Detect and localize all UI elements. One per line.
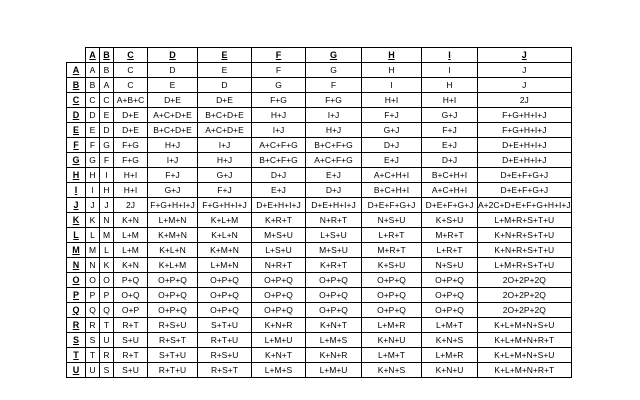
table-cell: B+C+F+G <box>306 138 362 153</box>
column-header-d: D <box>148 48 198 63</box>
table-cell: D+E+H+I+J <box>306 198 362 213</box>
table-cell: B <box>86 78 100 93</box>
table-cell: L+M <box>114 243 148 258</box>
table-cell: D+E+H+I+J <box>478 138 572 153</box>
table-cell: K+L+N <box>148 243 198 258</box>
column-header-a: A <box>86 48 100 63</box>
table-cell: F+G+H+I+J <box>478 123 572 138</box>
table-cell: L+M+N <box>148 213 198 228</box>
table-cell: B+C+H+I <box>362 183 422 198</box>
table-cell: M+R+T <box>422 228 478 243</box>
table-cell: O+P+Q <box>252 273 306 288</box>
table-row <box>67 138 572 153</box>
table-cell: L+M+T <box>362 348 422 363</box>
table-cell: A+2C+D+E+F+G+H+I+J <box>478 198 572 213</box>
table-cell: E <box>100 108 114 123</box>
table-cell: R <box>86 318 100 333</box>
table-cell: D <box>100 123 114 138</box>
table-cell: K+L+M <box>198 213 252 228</box>
row-header-a: A <box>67 63 86 78</box>
table-cell: E <box>198 63 252 78</box>
table-cell: N+R+T <box>306 213 362 228</box>
table-cell: E+J <box>252 183 306 198</box>
table-cell: K+N+R+S+T+U <box>478 228 572 243</box>
table-cell: S+U <box>114 333 148 348</box>
table-cell: L+M+U <box>252 333 306 348</box>
table-cell: M+S+U <box>252 228 306 243</box>
table-cell: L <box>86 228 100 243</box>
row-header-b: B <box>67 78 86 93</box>
table-cell: R+S+U <box>148 318 198 333</box>
table-cell: D+E+F+G+J <box>362 198 422 213</box>
table-cell: L+M+U <box>306 363 362 378</box>
table-cell: D <box>86 108 100 123</box>
table-row <box>67 213 572 228</box>
table-row <box>67 123 572 138</box>
table-cell: F+G+H+I+J <box>198 198 252 213</box>
table-row <box>67 93 572 108</box>
table-row <box>67 333 572 348</box>
table-cell: K <box>86 213 100 228</box>
table-cell: F <box>306 78 362 93</box>
row-header-d: D <box>67 108 86 123</box>
table-cell: K+M+N <box>148 228 198 243</box>
table-cell: O+P+Q <box>422 303 478 318</box>
table-cell: F+G <box>114 153 148 168</box>
table-cell: H+J <box>252 108 306 123</box>
row-header-p: P <box>67 288 86 303</box>
table-cell: O+P+Q <box>198 303 252 318</box>
table-cell: H+J <box>198 153 252 168</box>
table-cell: H <box>362 63 422 78</box>
table-cell: L+M+R+S+T+U <box>478 258 572 273</box>
table-cell: F+J <box>148 168 198 183</box>
table-cell: A+C+D+E <box>198 123 252 138</box>
table-cell: K+N+R <box>252 318 306 333</box>
table-cell: D+J <box>362 138 422 153</box>
table-cell: K <box>100 258 114 273</box>
row-header-q: Q <box>67 303 86 318</box>
table-cell: L+M <box>114 228 148 243</box>
table-cell: K+N+T <box>306 318 362 333</box>
table-cell: F+J <box>198 183 252 198</box>
table-cell: D+E+F+G+J <box>478 168 572 183</box>
table-row <box>67 63 572 78</box>
table-cell: L+R+T <box>422 243 478 258</box>
table-cell: A+C+F+G <box>306 153 362 168</box>
table-row <box>67 273 572 288</box>
table-cell: G+J <box>148 183 198 198</box>
table-cell: U <box>100 333 114 348</box>
table-cell: O+P+Q <box>198 288 252 303</box>
table-cell: I <box>100 168 114 183</box>
table-cell: D <box>198 78 252 93</box>
table-row <box>67 198 572 213</box>
table-cell: M+S+U <box>306 243 362 258</box>
table-cell: R+T+U <box>148 363 198 378</box>
table-cell: H+J <box>306 123 362 138</box>
column-header-b: B <box>100 48 114 63</box>
table-cell: K+R+T <box>252 213 306 228</box>
multiplication-table-sheet <box>66 47 572 378</box>
row-header-m: M <box>67 243 86 258</box>
table-cell: M <box>86 243 100 258</box>
table-cell: E+J <box>306 168 362 183</box>
table-cell: O+P+Q <box>148 288 198 303</box>
table-cell: O+P+Q <box>422 273 478 288</box>
table-cell: G <box>252 78 306 93</box>
table-cell: D+J <box>422 153 478 168</box>
table-cell: I+J <box>252 123 306 138</box>
table-row <box>67 303 572 318</box>
table-cell: K+R+T <box>306 258 362 273</box>
table-cell: K+N+S <box>422 333 478 348</box>
table-cell: L+R+T <box>362 228 422 243</box>
table-cell: L+M+N <box>198 258 252 273</box>
row-header-n: N <box>67 258 86 273</box>
table-cell: A+B+C <box>114 93 148 108</box>
table-row <box>67 363 572 378</box>
table-cell: K+L+N <box>198 228 252 243</box>
table-cell: O+P+Q <box>306 303 362 318</box>
table-cell: C <box>86 93 100 108</box>
table-cell: B+C+F+G <box>252 153 306 168</box>
table-cell: I+J <box>148 153 198 168</box>
table-cell: K+L+M+N+R+T <box>478 333 572 348</box>
row-header-t: T <box>67 348 86 363</box>
table-cell: K+M+N <box>198 243 252 258</box>
table-cell: O+P+Q <box>306 273 362 288</box>
table-cell: J <box>100 198 114 213</box>
row-header-c: C <box>67 93 86 108</box>
column-header-g: G <box>306 48 362 63</box>
column-header-e: E <box>198 48 252 63</box>
table-cell: K+N+R <box>306 348 362 363</box>
table-cell: D+J <box>306 183 362 198</box>
table-cell: F <box>100 153 114 168</box>
table-cell: F <box>252 63 306 78</box>
table-cell: J <box>86 198 100 213</box>
table-cell: C <box>114 78 148 93</box>
table-cell: T <box>100 318 114 333</box>
table-cell: E+J <box>362 153 422 168</box>
table-row <box>67 243 572 258</box>
table-cell: A+C+H+I <box>362 168 422 183</box>
table-cell: R <box>100 348 114 363</box>
table-cell: O <box>100 273 114 288</box>
table-cell: L+M+S <box>306 333 362 348</box>
table-cell: K+S+U <box>362 258 422 273</box>
table-cell: L+S+U <box>306 228 362 243</box>
table-cell: I <box>362 78 422 93</box>
table-cell: H+I <box>114 168 148 183</box>
table-cell: A+C+F+G <box>252 138 306 153</box>
table-cell: 2O+2P+2Q <box>478 303 572 318</box>
table-cell: G <box>100 138 114 153</box>
row-header-l: L <box>67 228 86 243</box>
table-cell: F+G+H+I+J <box>148 198 198 213</box>
table-cell: D+E+F+G+J <box>422 198 478 213</box>
table-cell: Q <box>86 303 100 318</box>
table-cell: M+R+T <box>362 243 422 258</box>
table-cell: K+L+M <box>148 258 198 273</box>
corner-cell <box>67 48 86 63</box>
table-cell: 2J <box>114 198 148 213</box>
table-cell: O+P+Q <box>306 288 362 303</box>
table-cell: A <box>100 78 114 93</box>
table-row <box>67 108 572 123</box>
column-header-c: C <box>114 48 148 63</box>
table-cell: H+J <box>148 138 198 153</box>
table-cell: G <box>86 153 100 168</box>
table-cell: K+N+U <box>362 333 422 348</box>
row-header-u: U <box>67 363 86 378</box>
row-header-r: R <box>67 318 86 333</box>
table-cell: F+G <box>252 93 306 108</box>
table-cell: N+S+U <box>422 258 478 273</box>
table-cell: N+R+T <box>252 258 306 273</box>
table-cell: N <box>100 213 114 228</box>
table-cell: K+L+M+N+S+U <box>478 318 572 333</box>
table-cell: L+S+U <box>252 243 306 258</box>
table-cell: O <box>86 273 100 288</box>
table-cell: O+P+Q <box>252 288 306 303</box>
table-cell: O+P+Q <box>362 303 422 318</box>
column-header-h: H <box>362 48 422 63</box>
table-cell: U <box>86 363 100 378</box>
table-cell: R+S+T <box>148 333 198 348</box>
table-cell: L+M+R <box>362 318 422 333</box>
table-cell: M <box>100 228 114 243</box>
table-cell: B+C+D+E <box>198 108 252 123</box>
table-row <box>67 168 572 183</box>
table-cell: D+E <box>114 123 148 138</box>
table-cell: S <box>86 333 100 348</box>
table-cell: A+C+H+I <box>422 183 478 198</box>
table-row <box>67 228 572 243</box>
table-cell: O+P+Q <box>362 273 422 288</box>
table-cell: B <box>100 63 114 78</box>
table-cell: S+T+U <box>198 318 252 333</box>
table-cell: K+L+M+N+S+U <box>478 348 572 363</box>
table-cell: I <box>422 63 478 78</box>
table-cell: I <box>86 183 100 198</box>
table-cell: O+P+Q <box>198 273 252 288</box>
table-cell: 2J <box>478 93 572 108</box>
table-cell: K+N <box>114 258 148 273</box>
table-cell: K+N+T <box>252 348 306 363</box>
table-cell: F+G <box>306 93 362 108</box>
table-cell: C <box>100 93 114 108</box>
column-header-f: F <box>252 48 306 63</box>
table-cell: H+I <box>362 93 422 108</box>
table-cell: F+G <box>114 138 148 153</box>
table-cell: G+J <box>422 108 478 123</box>
table-cell: B+C+D+E <box>148 123 198 138</box>
table-cell: P <box>86 288 100 303</box>
row-header-h: H <box>67 168 86 183</box>
table-cell: R+S+U <box>198 348 252 363</box>
table-cell: B+C+H+I <box>422 168 478 183</box>
table-cell: O+P+Q <box>422 288 478 303</box>
table-cell: O+P+Q <box>148 303 198 318</box>
row-header-i: I <box>67 183 86 198</box>
table-cell: O+P+Q <box>148 273 198 288</box>
table-cell: L+M+S <box>252 363 306 378</box>
table-cell: K+N+S <box>362 363 422 378</box>
multiplication-table <box>66 47 572 378</box>
row-header-s: S <box>67 333 86 348</box>
row-header-e: E <box>67 123 86 138</box>
table-cell: A <box>86 63 100 78</box>
row-header-j: J <box>67 198 86 213</box>
table-cell: G+J <box>198 168 252 183</box>
table-cell: J <box>478 63 572 78</box>
table-row <box>67 288 572 303</box>
table-cell: H+I <box>422 93 478 108</box>
table-row <box>67 318 572 333</box>
table-cell: O+P <box>114 303 148 318</box>
table-cell: D+E <box>148 93 198 108</box>
row-header-o: O <box>67 273 86 288</box>
table-cell: L+M+R <box>422 348 478 363</box>
table-cell: D+E+H+I+J <box>252 198 306 213</box>
table-cell: P+Q <box>114 273 148 288</box>
table-cell: R+T <box>114 348 148 363</box>
table-row <box>67 348 572 363</box>
table-cell: J <box>478 78 572 93</box>
table-cell: S+T+U <box>148 348 198 363</box>
table-body <box>67 63 572 378</box>
table-cell: H+I <box>114 183 148 198</box>
table-row <box>67 153 572 168</box>
row-header-g: G <box>67 153 86 168</box>
table-cell: O+P+Q <box>362 288 422 303</box>
table-cell: P <box>100 288 114 303</box>
table-cell: D+E+H+I+J <box>478 153 572 168</box>
table-cell: H <box>86 168 100 183</box>
table-cell: I+J <box>306 108 362 123</box>
table-cell: G <box>306 63 362 78</box>
table-cell: F+J <box>422 123 478 138</box>
table-cell: T <box>86 348 100 363</box>
table-cell: R+T <box>114 318 148 333</box>
table-cell: K+N+U <box>422 363 478 378</box>
table-row <box>67 258 572 273</box>
table-cell: K+N <box>114 213 148 228</box>
table-cell: N+S+U <box>362 213 422 228</box>
table-cell: L+M+R+S+T+U <box>478 213 572 228</box>
table-cell: O+P+Q <box>252 303 306 318</box>
row-header-f: F <box>67 138 86 153</box>
table-cell: D+J <box>252 168 306 183</box>
row-header-k: K <box>67 213 86 228</box>
column-header-j: J <box>478 48 572 63</box>
table-cell: E+J <box>422 138 478 153</box>
table-cell: I+J <box>198 138 252 153</box>
table-cell: R+S+T <box>198 363 252 378</box>
table-cell: G+J <box>362 123 422 138</box>
table-cell: D+E <box>114 108 148 123</box>
table-cell: K+S+U <box>422 213 478 228</box>
table-cell: 2O+2P+2Q <box>478 273 572 288</box>
table-cell: K+N+R+S+T+U <box>478 243 572 258</box>
table-cell: S <box>100 363 114 378</box>
table-cell: E <box>86 123 100 138</box>
table-cell: E <box>148 78 198 93</box>
table-cell: Q <box>100 303 114 318</box>
column-header-i: I <box>422 48 478 63</box>
table-cell: F+G+H+I+J <box>478 108 572 123</box>
table-cell: F <box>86 138 100 153</box>
column-header-row <box>67 48 572 63</box>
table-cell: D <box>148 63 198 78</box>
table-cell: F+J <box>362 108 422 123</box>
table-cell: S+U <box>114 363 148 378</box>
table-cell: A+C+D+E <box>148 108 198 123</box>
table-cell: D+E+F+G+J <box>478 183 572 198</box>
table-cell: K+L+M+N+R+T <box>478 363 572 378</box>
table-cell: R+T+U <box>198 333 252 348</box>
table-cell: L <box>100 243 114 258</box>
table-cell: N <box>86 258 100 273</box>
table-cell: O+Q <box>114 288 148 303</box>
table-row <box>67 183 572 198</box>
table-cell: D+E <box>198 93 252 108</box>
table-cell: C <box>114 63 148 78</box>
table-cell: 2O+2P+2Q <box>478 288 572 303</box>
table-cell: L+M+T <box>422 318 478 333</box>
table-row <box>67 78 572 93</box>
table-cell: H <box>100 183 114 198</box>
table-cell: H <box>422 78 478 93</box>
